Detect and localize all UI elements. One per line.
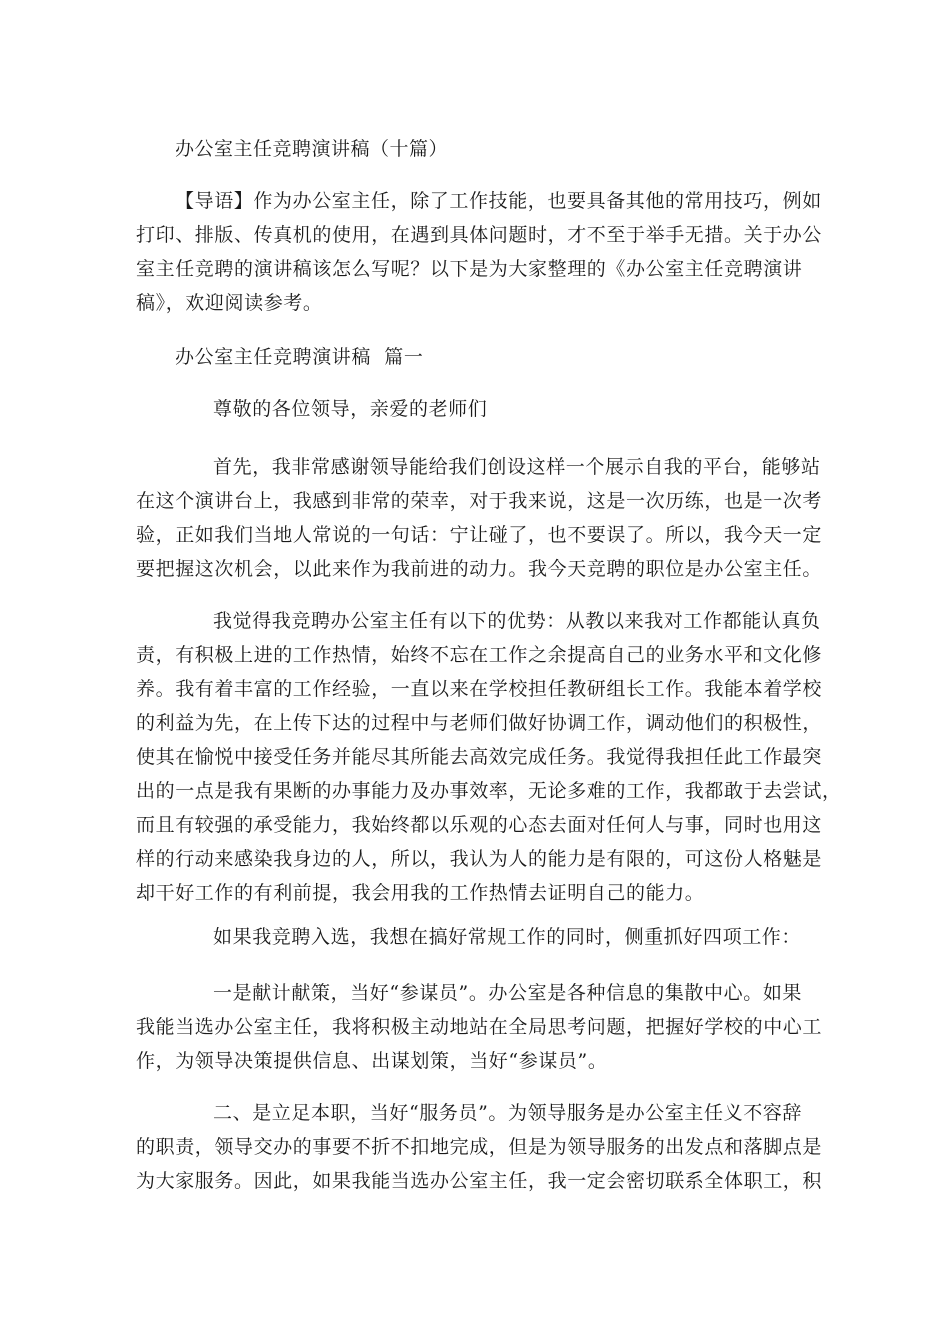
text-line: 的利益为先，在上传下达的过程中与老师们做好协调工作，调动他们的积极性，	[136, 712, 823, 734]
body-paragraph-4	[136, 976, 823, 1078]
text-line: 验，正如我们当地人常说的一句话：宁让碰了，也不要误了。所以，我今天一定	[136, 524, 823, 546]
text-line: 室主任竞聘的演讲稿该怎么写呢？以下是为大家整理的《办公室主任竞聘演讲	[136, 258, 803, 280]
text-line: 责，有积极上进的工作热情，始终不忘在工作之余提高自己的业务水平和文化修	[136, 644, 823, 666]
intro-paragraph	[136, 184, 823, 320]
section-heading-text: 办公室主任竞聘演讲稿 篇一	[175, 346, 424, 368]
text-line: 在这个演讲台上，我感到非常的荣幸，对于我来说，这是一次历练，也是一次考	[136, 490, 823, 512]
text-line: 稿》，欢迎阅读参考。	[136, 292, 323, 314]
text-line: 的职责，领导交办的事要不折不扣地完成，但是为领导服务的出发点和落脚点是	[136, 1136, 823, 1158]
text-line: 作，为领导决策提供信息、出谋划策，当好“参谋员”。	[136, 1050, 608, 1072]
body-paragraph-3	[136, 920, 816, 954]
body-paragraph-5	[136, 1096, 823, 1198]
text-line: 样的行动来感染我身边的人，所以，我认为人的能力是有限的，可这份人格魅是	[136, 848, 823, 870]
text-line: 要把握这次机会，以此来作为我前进的动力。我今天竞聘的职位是办公室主任。	[136, 558, 823, 580]
body-paragraph-1	[136, 450, 823, 586]
body-paragraph-2	[136, 604, 842, 910]
text-line: 我能当选办公室主任，我将积极主动地站在全局思考问题，把握好学校的中心工	[136, 1016, 823, 1038]
text-line: 养。我有着丰富的工作经验，一直以来在学校担任教研组长工作。我能本着学校	[136, 678, 823, 700]
salutation-text: 尊敬的各位领导，亲爱的老师们	[213, 398, 488, 420]
text-line: 【导语】作为办公室主任，除了工作技能，也要具备其他的常用技巧，例如	[175, 190, 822, 212]
text-line: 为大家服务。因此，如果我能当选办公室主任，我一定会密切联系全体职工，积	[136, 1170, 823, 1192]
section-heading	[136, 340, 816, 374]
text-line: 出的一点是我有果断的办事能力及办事效率，无论多难的工作，我都敢于去尝试，	[136, 780, 842, 802]
text-line: 却干好工作的有利前提，我会用我的工作热情去证明自己的能力。	[136, 882, 705, 904]
text-line: 我觉得我竞聘办公室主任有以下的优势：从教以来我对工作都能认真负	[213, 610, 821, 632]
text-line: 打印、排版、传真机的使用，在遇到具体问题时，才不至于举手无措。关于办公	[136, 224, 823, 246]
text-line: 一是献计献策，当好“参谋员”。办公室是各种信息的集散中心。如果	[213, 982, 803, 1004]
text-line: 首先，我非常感谢领导能给我们创设这样一个展示自我的平台，能够站	[213, 456, 821, 478]
salutation	[136, 392, 816, 426]
text-line: 如果我竞聘入选，我想在搞好常规工作的同时，侧重抓好四项工作：	[213, 926, 802, 948]
document-title: 办公室主任竞聘演讲稿（十篇）	[175, 138, 449, 160]
text-line: 二、是立足本职，当好“服务员”。为领导服务是办公室主任义不容辞	[213, 1102, 803, 1124]
text-line: 使其在愉悦中接受任务并能尽其所能去高效完成任务。我觉得我担任此工作最突	[136, 746, 823, 768]
text-line: 而且有较强的承受能力，我始终都以乐观的心态去面对任何人与事，同时也用这	[136, 814, 823, 836]
